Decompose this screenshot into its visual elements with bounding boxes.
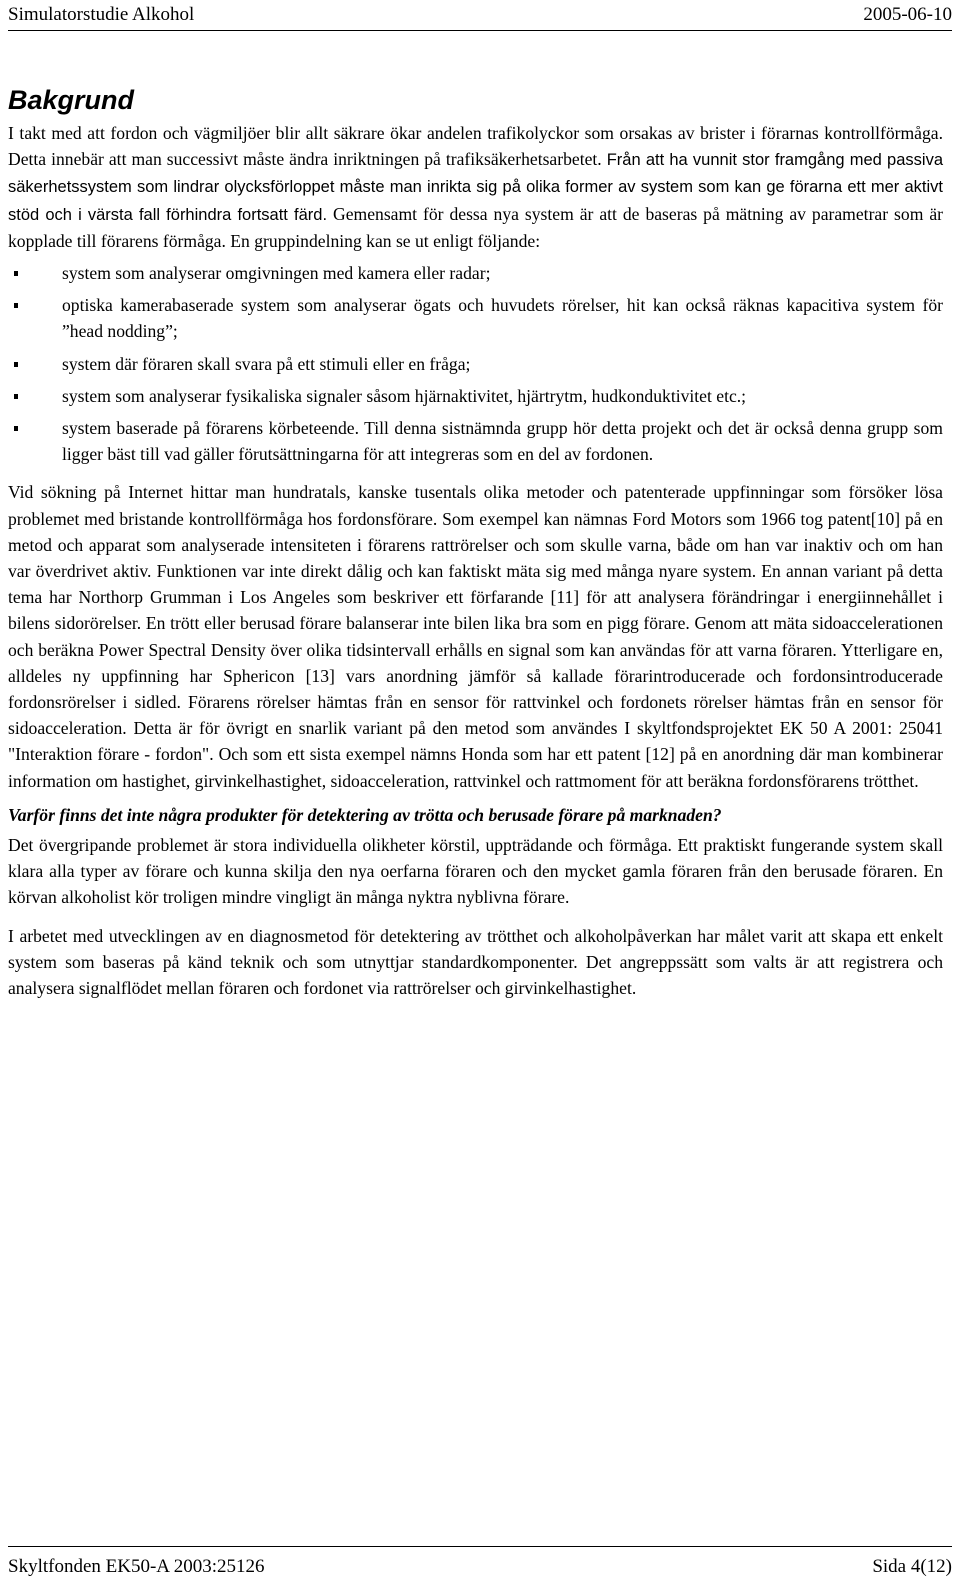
patents-paragraph: Vid sökning på Internet hittar man hundratals, kanske tusentals olika metoder och patenterade uppfinningar som försöker lösa problemet med bristande kontrollförmåga hos fordonsförare. Som exempel kan nämnas Ford Motors som 1966 tog patent[10] på en metod och apparat som analyserade intensiteten i förarens rattrörelser och som skulle varna, både om han var inaktiv och om han var överdrivet aktiv. Funktionen var inte direkt dålig och kan faktiskt mäta sig med många nyare system. En annan variant på detta tema har Northorp Grumman i Los Angeles som beskriver ett förfarande [11] för att analysera förändringar i energiinnehållet i bilens sidorörelser. En trött eller berusad förare balanserar inte bilen lika bra som en pigg förare. Genom att mäta sidoaccelerationen och beräkna Power Spectral Density över olika tidsintervall erhålls en signal som kan användas för att varna föraren. Ytterligare en, alldeles ny uppfinning har Sphericon [13] vars anordning jämför så kallade förarintroducerade och fordonsintroducerade fordonsrörelser i sidled. Förarens rörelser hämtas från en sensor för rattvinkel och fordonets rörelser hämtas från en sensor för sidoacceleration. Detta är för övrigt en snarlik variant på den metod som användes I skyltfondsprojektet EK 50 A 2001: 25041 "Interaktion förare - fordon". Och som ett sista exempel nämns Honda som har ett patent [12] på en anordning där man kombinerar information om hastighet, girvinkelhastighet, sidoacceleration, rattvinkel och rattmoment för att beräkna fordonsförarens trötthet. <box>8 482 943 791</box>
intro-text-2: Från att ha vunnit stor framgång med passiva säkerhetssystem som lindrar olycksförloppet måste man inrikta sig på olika former av system som kan ge förarna ett mer aktivt stöd och i värsta fall förhindra fortsatt färd. <box>8 151 943 224</box>
page-number: Sida 4(12) <box>872 1556 952 1577</box>
report-reference: Skyltfonden EK50-A 2003:25126 <box>8 1556 265 1577</box>
question-heading: Varför finns det inte några produkter för detektering av trötta och berusade förare på marknaden? <box>8 804 722 825</box>
list-item: system baserade på förarens körbeteende. Till denna sistnämnda grupp hör detta projekt och det är också denna grupp som ligger bäst till vad gäller förutsättningarna för att integreras som en del av fordonen. <box>8 415 943 467</box>
intro-text-3: Gemensamt för dessa nya system är att de baseras på mätning av parametrar som är kopplade till förarens förmåga. <box>8 203 943 251</box>
page-header <box>8 0 952 30</box>
document-date: 2005-06-10 <box>863 4 952 25</box>
section-heading: Bakgrund <box>8 85 135 115</box>
system-group-list <box>8 260 943 467</box>
method-paragraph: I arbetet med utvecklingen av en diagnosmetod för detektering av trötthet och alkoholpåverkan har målet varit att skapa ett enkelt system som baseras på känd teknik och som utnyttjar standardkomponenter. Det angreppssätt som valts är att registrera och analysera signalflödet mellan föraren och fordonet via rattrörelser och girvinkelhastighet. <box>8 925 943 999</box>
list-item: system där föraren skall svara på ett stimuli eller en fråga; <box>8 351 943 377</box>
page-content <box>8 80 943 1001</box>
intro-text-4: En gruppindelning kan se ut enligt följande: <box>230 230 541 251</box>
intro-paragraph <box>8 120 943 254</box>
page-footer <box>8 1552 952 1582</box>
list-item: optiska kamerabaserade system som analyserar ögats och huvudets rörelser, hit kan också räknas kapacitiva system för ”head nodding”; <box>8 292 943 344</box>
problem-paragraph: Det övergripande problemet är stora individuella olikheter körstil, uppträdande och förmåga. Ett praktiskt fungerande system skall klara alla typer av förare och kunna skilja den nya oerfarna föraren och den mycket gamla föraren från den berusade föraren. En körvan alkoholist kör troligen mindre vingligt än många nyktra nyblivna förare. <box>8 835 943 908</box>
list-item: system som analyserar omgivningen med kamera eller radar; <box>8 260 943 286</box>
document-title: Simulatorstudie Alkohol <box>8 4 195 25</box>
list-item: system som analyserar fysikaliska signaler såsom hjärnaktivitet, hjärtrytm, hudkonduktivitet etc.; <box>8 383 943 409</box>
footer-divider <box>8 1546 952 1547</box>
header-divider <box>8 30 952 31</box>
intro-text-1: I takt med att fordon och vägmiljöer blir allt säkrare ökar andelen trafikolyckor som orsakas av brister i förarnas kontrollförmåga. Detta innebär att man successivt måste ändra inriktningen på trafiksäkerhetsarbetet. <box>8 123 943 170</box>
